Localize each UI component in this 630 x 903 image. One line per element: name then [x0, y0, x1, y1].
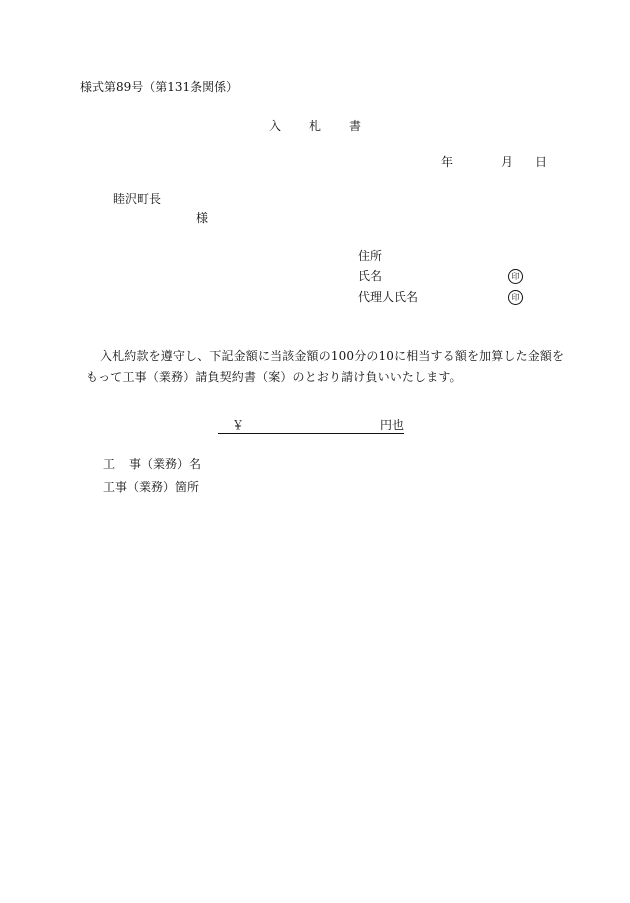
date-day-label: 日	[535, 155, 548, 169]
form-number: 様式第89号（第131条関係）	[80, 80, 239, 94]
currency-symbol: ￥	[232, 418, 245, 432]
bid-statement	[86, 346, 566, 388]
seal-mark-name: 印	[508, 269, 523, 284]
bid-statement-line-2: もって工事（業務）請負契約書（案）のとおり請け負いいたします。	[86, 370, 462, 384]
seal-mark-agent: 印	[508, 290, 523, 305]
bid-amount-field	[218, 419, 404, 434]
work-name-label-a: 工	[103, 457, 116, 471]
agent-name-label: 代理人氏名	[358, 290, 419, 304]
addressee: 睦沢町長	[113, 192, 162, 206]
document-title	[0, 120, 630, 132]
bid-statement-line-1-text: 入札約款を遵守し、下記金額に当該金額の100分の10に相当する額を加算した金額を	[100, 349, 565, 363]
title-char-2: 札	[308, 119, 321, 133]
bid-statement-line-1	[86, 346, 566, 367]
addressee-honorific: 様	[196, 211, 209, 225]
work-name-label	[103, 458, 201, 470]
date-row	[441, 156, 547, 168]
date-year-label: 年	[441, 155, 454, 169]
work-name-label-b: 事（業務）名	[129, 457, 202, 471]
address-label: 住所	[358, 249, 383, 263]
title-char-1: 入	[268, 119, 281, 133]
work-place-label: 工事（業務）箇所	[103, 480, 200, 494]
title-char-3: 書	[349, 119, 362, 133]
name-label: 氏名	[358, 269, 383, 283]
amount-unit: 円也	[379, 418, 404, 432]
date-month-label: 月	[501, 155, 514, 169]
